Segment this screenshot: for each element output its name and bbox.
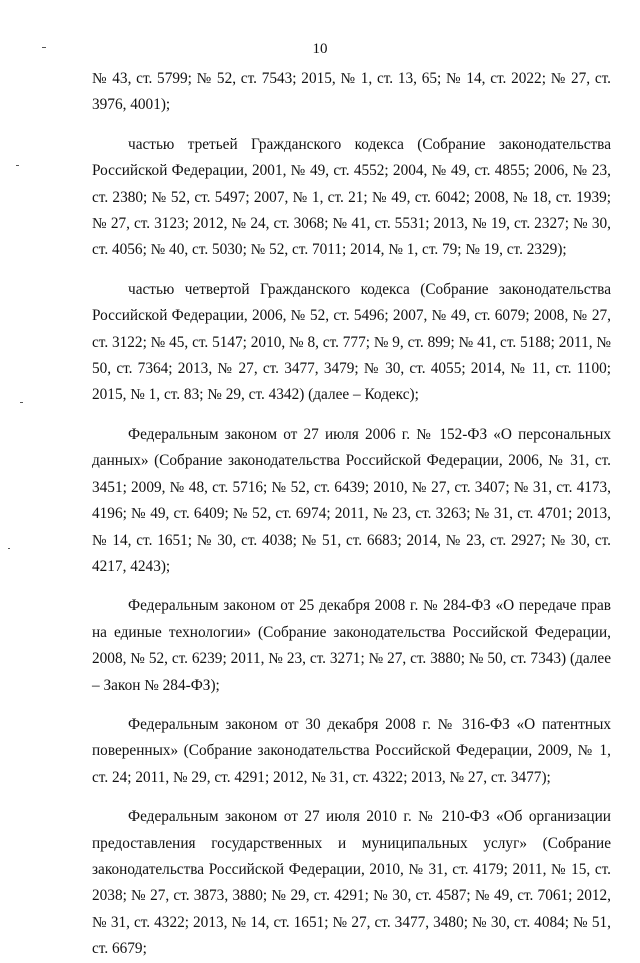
- body-text: [92, 66, 611, 963]
- paragraph-civil-code-part-four: частью четвертой Гражданского кодекса (Собрание законодательства Российской Федерации, 2006, № 52, ст. 5496; 2007, № 49, ст. 6079; 2008, № 27, ст. 3122; № 45, ст. 5147; 2010, № 8, ст. 777; № 9, ст. 899; № 41, ст. 5188; 2011, № 50, ст. 7364; 2013, № 27, ст. 3477, 3479; № 30, ст. 4055; 2014, № 11, ст. 1100; 2015, № 1, ст. 83; № 29, ст. 4342) (далее – Кодекс);: [92, 280, 611, 404]
- scan-speck: [20, 402, 23, 403]
- scan-speck: [8, 548, 10, 549]
- paragraph-law-152-fz: Федеральным законом от 27 июля 2006 г. № 152-ФЗ «О персональных данных» (Собрание законодательства Российской Федерации, 2006, № 31, ст. 3451; 2009, № 48, ст. 5716; № 52, ст. 6439; 2010, № 27, ст. 3407; № 31, ст. 4173, 4196; № 49, ст. 6409; № 52, ст. 6974; 2011, № 23, ст. 3263; № 31, ст. 4701; 2013, № 14, ст. 1651; № 30, ст. 4038; № 51, ст. 6683; 2014, № 23, ст. 2927; № 30, ст. 4217, 4243);: [92, 425, 611, 575]
- paragraph-civil-code-part-three: частью третьей Гражданского кодекса (Собрание законодательства Российской Федерации, 2001, № 49, ст. 4552; 2004, № 49, ст. 4855; 2006, № 23, ст. 2380; № 52, ст. 5497; 2007, № 1, ст. 21; № 49, ст. 6042; 2008, № 18, ст. 1939; № 27, ст. 3123; 2012, № 24, ст. 3068; № 41, ст. 5531; 2013, № 19, ст. 2327; № 30, ст. 4056; № 40, ст. 5030; № 52, ст. 7011; 2014, № 1, ст. 79; № 19, ст. 2329);: [92, 135, 611, 259]
- paragraph-law-316-fz: Федеральным законом от 30 декабря 2008 г. № 316-ФЗ «О патентных поверенных» (Собрание законодательства Российской Федерации, 2009, № 1, ст. 24; 2011, № 29, ст. 4291; 2012, № 31, ст. 4322; 2013, № 27, ст. 3477);: [92, 715, 611, 786]
- paragraph-continuation: № 43, ст. 5799; № 52, ст. 7543; 2015, № 1, ст. 13, 65; № 14, ст. 2022; № 27, ст. 3976, 4001);: [92, 70, 611, 114]
- paragraph-law-284-fz: Федеральным законом от 25 декабря 2008 г. № 284-ФЗ «О передаче прав на единые технологии» (Собрание законодательства Российской Федерации, 2008, № 52, ст. 6239; 2011, № 23, ст. 3271; № 27, ст. 3880; № 50, ст. 7343) (далее – Закон № 284-ФЗ);: [92, 597, 611, 694]
- paragraph-law-210-fz: Федеральным законом от 27 июля 2010 г. № 210-ФЗ «Об организации предоставления государственных и муниципальных услуг» (Собрание законодательства Российской Федерации, 2010, № 31, ст. 4179; 2011, № 15, ст. 2038; № 27, ст. 3873, 3880; № 29, ст. 4291; № 30, ст. 4587; № 49, ст. 7061; 2012, № 31, ст. 4322; 2013, № 14, ст. 1651; № 27, ст. 3477, 3480; № 30, ст. 4084; № 51, ст. 6679;: [92, 808, 611, 958]
- scan-speck: [16, 165, 19, 166]
- page-number: 10: [312, 41, 328, 57]
